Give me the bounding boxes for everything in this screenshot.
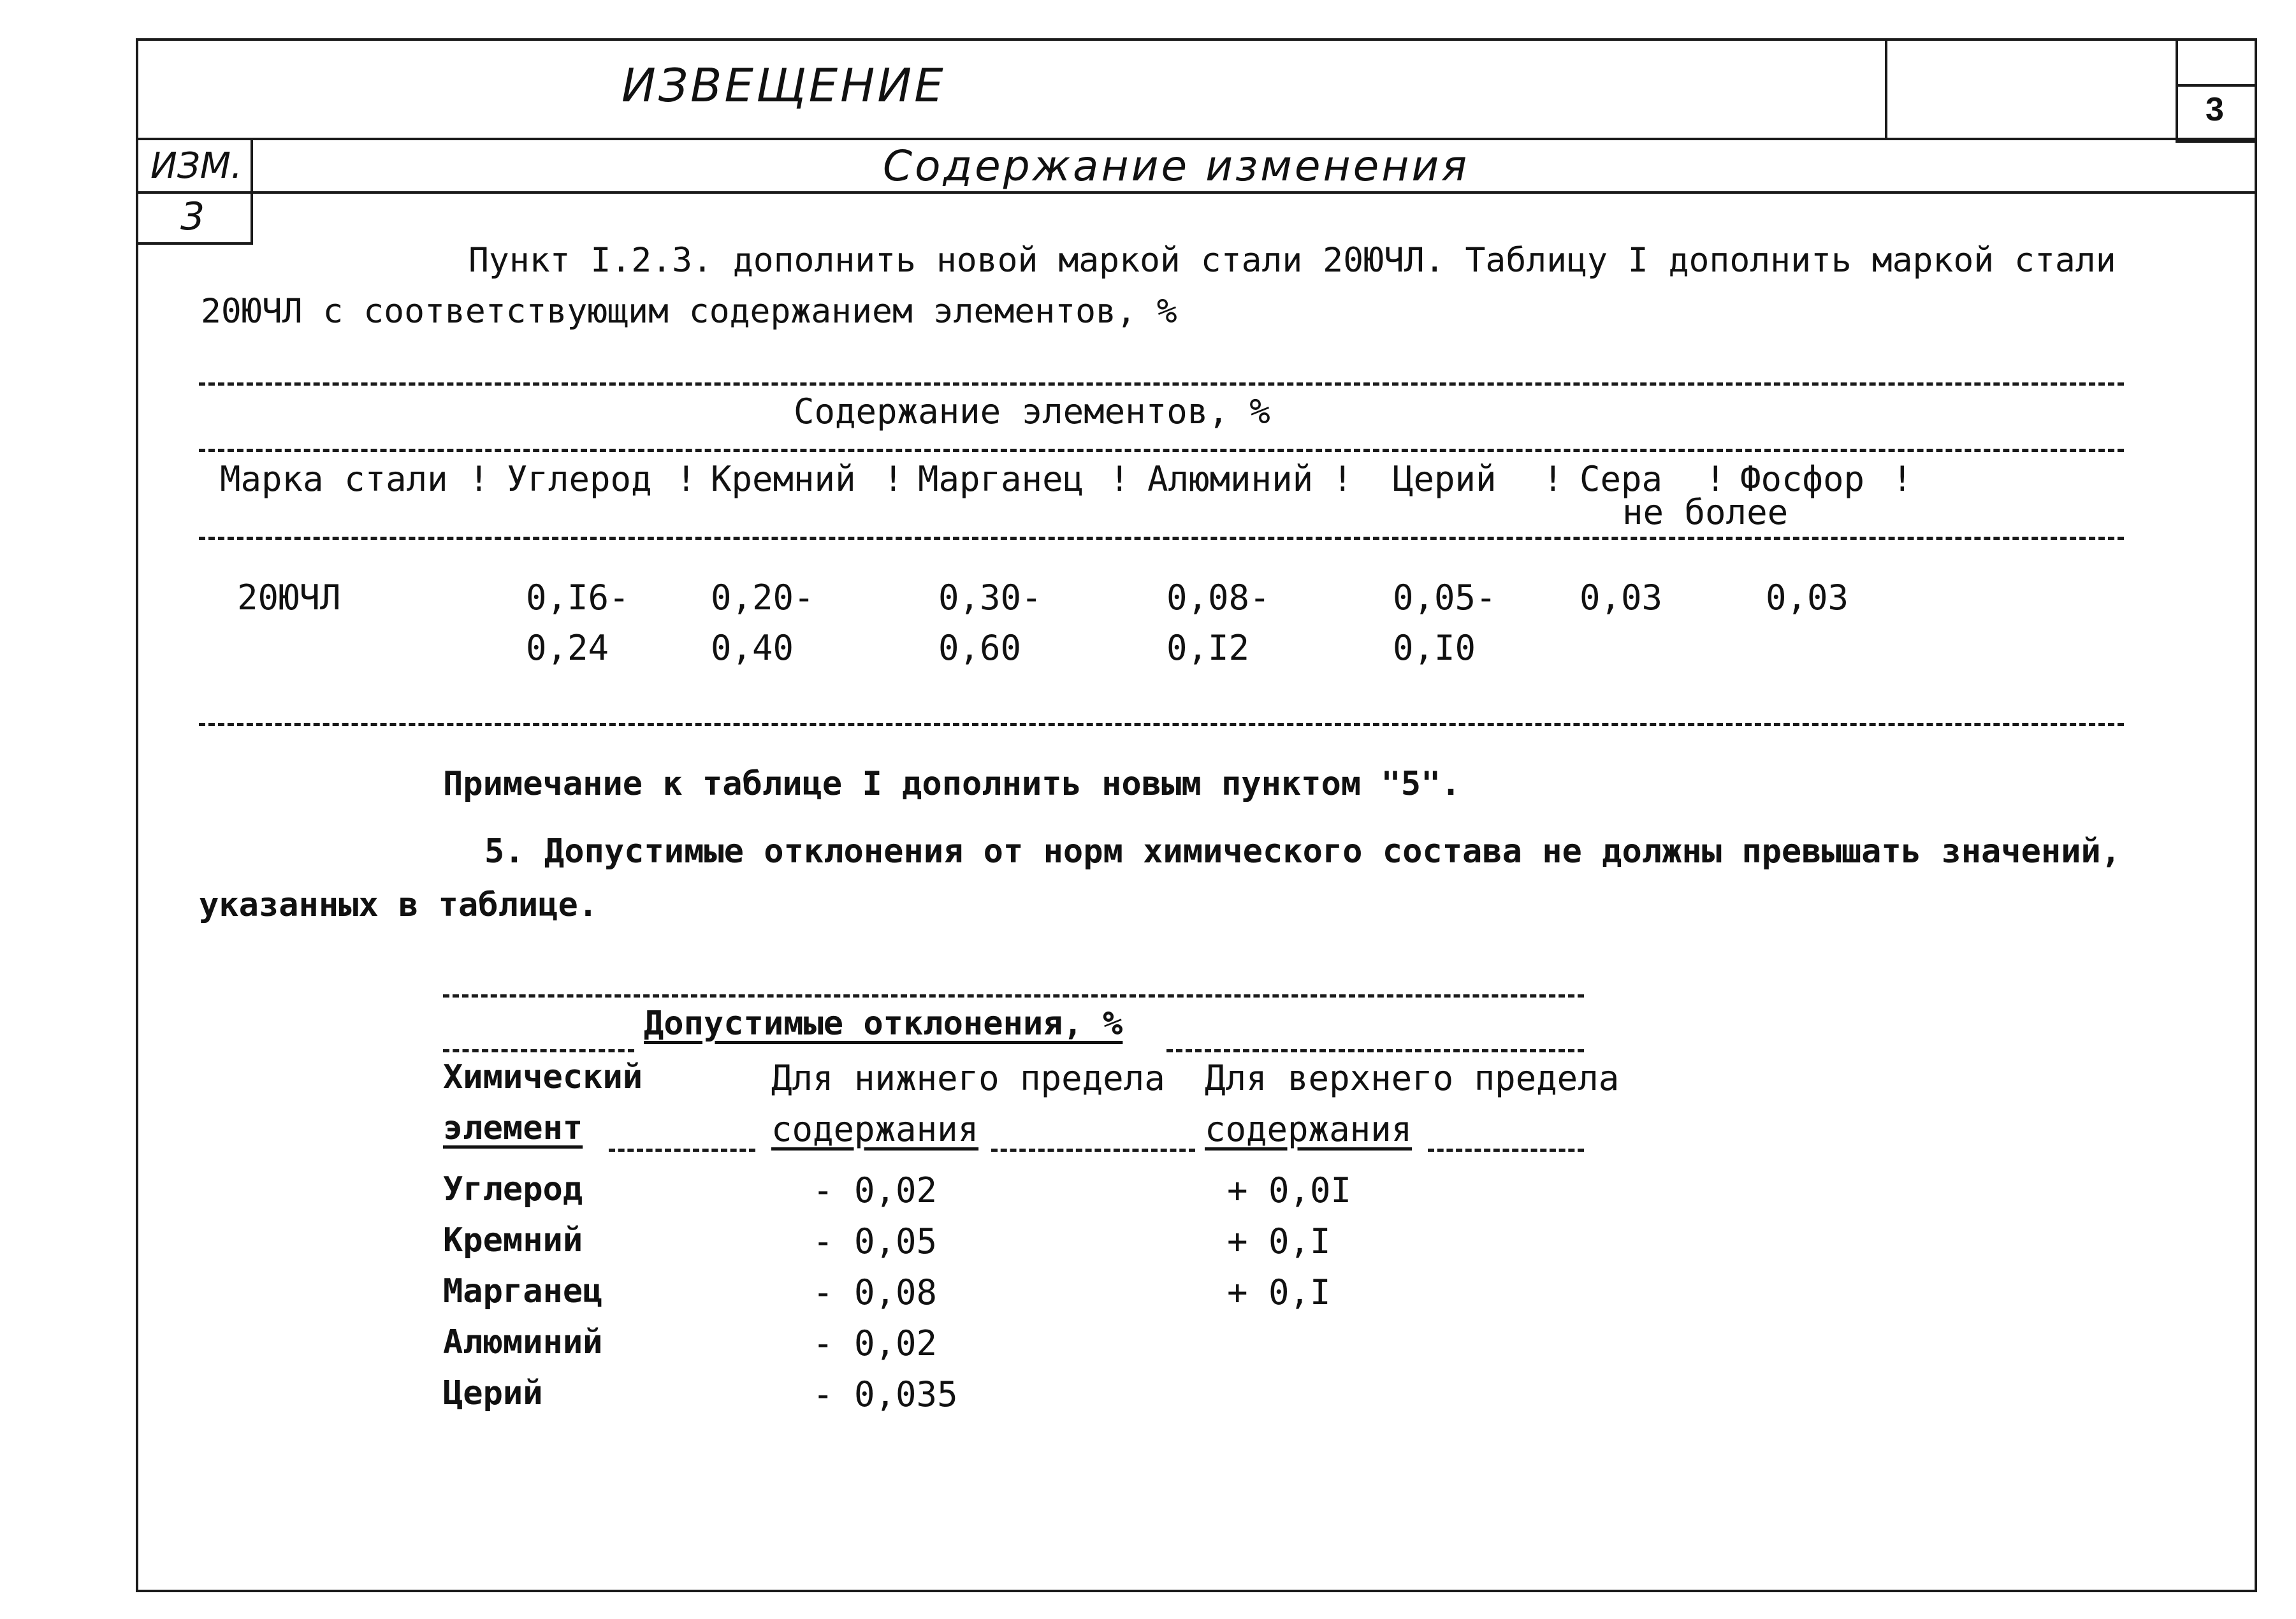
sheet-number: 3 (2205, 91, 2224, 128)
table2-rule-top (443, 994, 1584, 998)
row-element: Кремний (443, 1221, 583, 1260)
col-header-not-more: не более (1622, 492, 1789, 532)
row-lower: - 0,02 (813, 1170, 938, 1210)
notice-title: ИЗВЕЩЕНИЕ (621, 59, 946, 112)
izm-number-cell-bottom (136, 242, 253, 245)
row-upper: + 0,I (1227, 1272, 1331, 1312)
col-sep: ! (1109, 459, 1130, 499)
table2-rule-header-c (1428, 1149, 1584, 1152)
content-label-divider (136, 191, 2255, 194)
table2-rule-header-b (991, 1149, 1195, 1152)
col-header-carbon: Углерод (507, 459, 652, 499)
cell-aluminium-min: 0,08- (1166, 577, 1270, 618)
izm-number: 3 (180, 194, 208, 239)
row-element: Церий (443, 1374, 543, 1412)
col-header-grade: Марка стали (220, 459, 448, 499)
col-header-silicon: Кремний (711, 459, 856, 499)
col-header-upper-1: Для верхнего предела (1205, 1058, 1620, 1098)
note-line-2: 5. Допустимые отклонения от норм химического состава не должны превышать значений, (484, 832, 2121, 871)
izm-number-cell-right (251, 191, 253, 243)
col-sep: ! (1705, 459, 1726, 499)
row-element: Углерод (443, 1170, 583, 1209)
col-header-aluminium: Алюминий (1147, 459, 1314, 499)
table2-rule-title-right (1166, 1049, 1584, 1052)
row-lower: - 0,035 (813, 1374, 958, 1414)
izm-cell-divider (251, 138, 253, 191)
cell-sulfur: 0,03 (1580, 577, 1663, 618)
intro-line-2: 20ЮЧЛ с соответствующим содержанием элементов, % (201, 292, 1177, 331)
cell-aluminium-max: 0,I2 (1166, 628, 1250, 668)
row-lower: - 0,02 (813, 1323, 938, 1363)
row-lower: - 0,08 (813, 1272, 938, 1312)
cell-cerium-min: 0,05- (1393, 577, 1497, 618)
col-sep: ! (676, 459, 697, 499)
cell-silicon-max: 0,40 (711, 628, 794, 668)
izm-label: ИЗМ. (150, 145, 242, 187)
table1-rule-header (199, 537, 2124, 540)
col-sep: ! (883, 459, 904, 499)
table1-title: Содержание элементов, % (794, 391, 1270, 432)
table2-rule-header-a (609, 1149, 755, 1152)
col-header-cerium: Церий (1393, 459, 1497, 499)
col-header-lower-2: содержания (771, 1109, 979, 1149)
header-divider (136, 138, 2255, 140)
row-lower: - 0,05 (813, 1221, 938, 1261)
col-sep: ! (1332, 459, 1353, 499)
table1-rule-bottom (199, 723, 2124, 726)
col-header-phosphorus: Фосфор (1740, 459, 1865, 499)
col-sep: ! (1543, 459, 1564, 499)
row-element: Марганец (443, 1272, 603, 1310)
row-element: Алюминий (443, 1323, 603, 1361)
content-label: Содержание изменения (883, 142, 1470, 191)
cell-cerium-max: 0,I0 (1393, 628, 1476, 668)
cell-carbon-min: 0,I6- (526, 577, 630, 618)
note-line-1: Примечание к таблице I дополнить новым пунктом "5". (443, 765, 1461, 803)
col-header-manganese: Марганец (918, 459, 1084, 499)
cell-grade: 20ЮЧЛ (237, 577, 341, 618)
cell-manganese-max: 0,60 (938, 628, 1022, 668)
col-header-upper-2: содержания (1205, 1109, 1413, 1149)
col-header-element-1: Химический (443, 1058, 643, 1096)
col-header-element-2: элемент (443, 1109, 583, 1147)
cell-phosphorus: 0,03 (1766, 577, 1849, 618)
table1-rule-top (199, 382, 2124, 386)
cell-manganese-min: 0,30- (938, 577, 1042, 618)
col-sep: ! (1892, 459, 1913, 499)
table2-rule-title-left (443, 1049, 634, 1052)
intro-line-1: Пункт I.2.3. дополнить новой маркой стали 20ЮЧЛ. Таблицу I дополнить маркой стали (469, 241, 2116, 280)
cell-carbon-max: 0,24 (526, 628, 609, 668)
row-upper: + 0,0I (1227, 1170, 1352, 1210)
cell-silicon-min: 0,20- (711, 577, 815, 618)
header-right-divider (1885, 38, 1887, 138)
table1-rule-title (199, 449, 2124, 452)
note-line-3: указанных в таблице. (199, 886, 599, 924)
row-upper: + 0,I (1227, 1221, 1331, 1261)
col-sep: ! (469, 459, 490, 499)
table2-title: Допустимые отклонения, % (644, 1005, 1123, 1043)
sheet-box-top (2176, 38, 2178, 84)
col-header-lower-1: Для нижнего предела (771, 1058, 1165, 1098)
col-header-sulfur: Сера (1580, 459, 1663, 499)
